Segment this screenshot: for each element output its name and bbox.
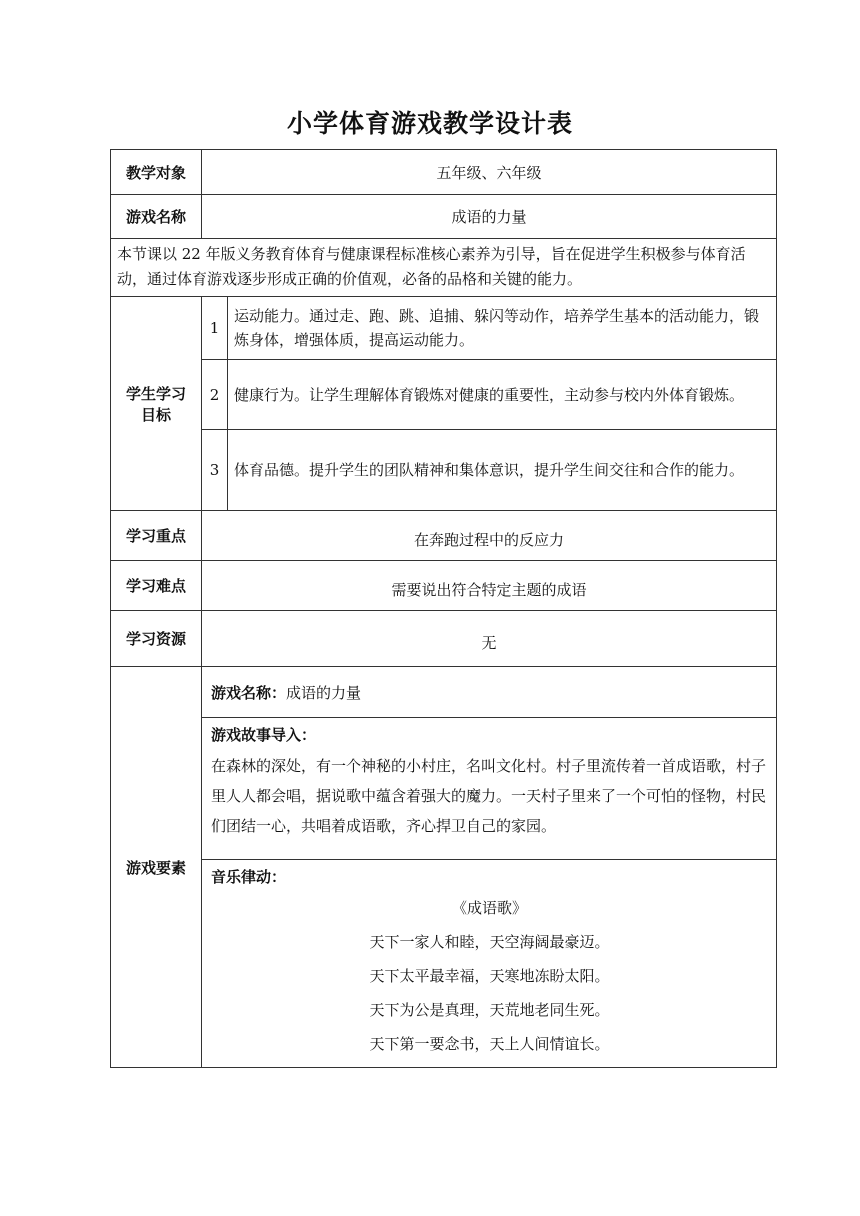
row-elements-music xyxy=(111,860,777,1068)
goal-number: 2 xyxy=(202,360,228,430)
elements-story-cell xyxy=(202,718,777,860)
target-value: 五年级、六年级 xyxy=(202,150,777,195)
goal-text: 体育品德。提升学生的团队精神和集体意识，提升学生间交往和合作的能力。 xyxy=(228,430,777,511)
lesson-plan-table xyxy=(110,149,777,1068)
row-goal-3 xyxy=(111,430,777,511)
resources-value: 无 xyxy=(202,611,777,667)
song-line: 天下一家人和睦，天空海阔最豪迈。 xyxy=(369,933,610,951)
story-label: 游戏故事导入： xyxy=(211,726,317,744)
goal-text: 健康行为。让学生理解体育锻炼对健康的重要性，主动参与校内外体育锻炼。 xyxy=(228,360,777,430)
row-intro xyxy=(111,239,777,297)
row-target xyxy=(111,150,777,195)
goal-number: 1 xyxy=(202,297,228,360)
elements-name-label: 游戏名称： xyxy=(211,683,287,702)
difficulty-label: 学习难点 xyxy=(111,561,202,611)
game-name-value: 成语的力量 xyxy=(202,195,777,239)
elements-name-cell xyxy=(202,667,777,718)
row-elements-story xyxy=(111,718,777,860)
difficulty-value: 需要说出符合特定主题的成语 xyxy=(202,561,777,611)
focus-value: 在奔跑过程中的反应力 xyxy=(202,511,777,561)
focus-label: 学习重点 xyxy=(111,511,202,561)
goal-text: 运动能力。通过走、跑、跳、追捕、躲闪等动作，培养学生基本的活动能力，锻炼身体，增强体质，提高运动能力。 xyxy=(228,297,777,360)
target-label: 教学对象 xyxy=(111,150,202,195)
music-label: 音乐律动： xyxy=(211,868,287,886)
row-resources xyxy=(111,611,777,667)
row-goal-1 xyxy=(111,297,777,360)
goals-label xyxy=(111,297,202,511)
row-difficulty xyxy=(111,561,777,611)
row-focus xyxy=(111,511,777,561)
goals-label-line1: 学生学习 xyxy=(125,384,186,403)
goals-label-line2: 目标 xyxy=(140,405,171,424)
song-title: 《成语歌》 xyxy=(452,899,528,917)
song-line: 天下太平最幸福，天寒地冻盼太阳。 xyxy=(369,967,610,985)
story-text: 在森林的深处，有一个神秘的小村庄，名叫文化村。村子里流传着一首成语歌，村子里人人都会唱，据说歌中蕴含着强大的魔力。一天村子里来了一个可怕的怪物，村民们团结一心，共唱着成语歌，齐心捍卫自己的家园。 xyxy=(211,757,767,835)
elements-music-cell xyxy=(202,860,777,1068)
intro-text: 本节课以 22 年版义务教育体育与健康课程标准核心素养为引导，旨在促进学生积极参与体育活动，通过体育游戏逐步形成正确的价值观，必备的品格和关键的能力。 xyxy=(111,239,777,297)
goal-number: 3 xyxy=(202,430,228,511)
resources-label: 学习资源 xyxy=(111,611,202,667)
song-line: 天下第一要念书，天上人间情谊长。 xyxy=(369,1035,610,1053)
page-title: 小学体育游戏教学设计表 xyxy=(286,109,573,138)
song-line: 天下为公是真理，天荒地老同生死。 xyxy=(369,1001,610,1019)
elements-label: 游戏要素 xyxy=(111,667,202,1068)
row-elements-name xyxy=(111,667,777,718)
row-game-name xyxy=(111,195,777,239)
game-name-label: 游戏名称 xyxy=(111,195,202,239)
elements-name-value: 成语的力量 xyxy=(286,683,362,702)
row-goal-2 xyxy=(111,360,777,430)
